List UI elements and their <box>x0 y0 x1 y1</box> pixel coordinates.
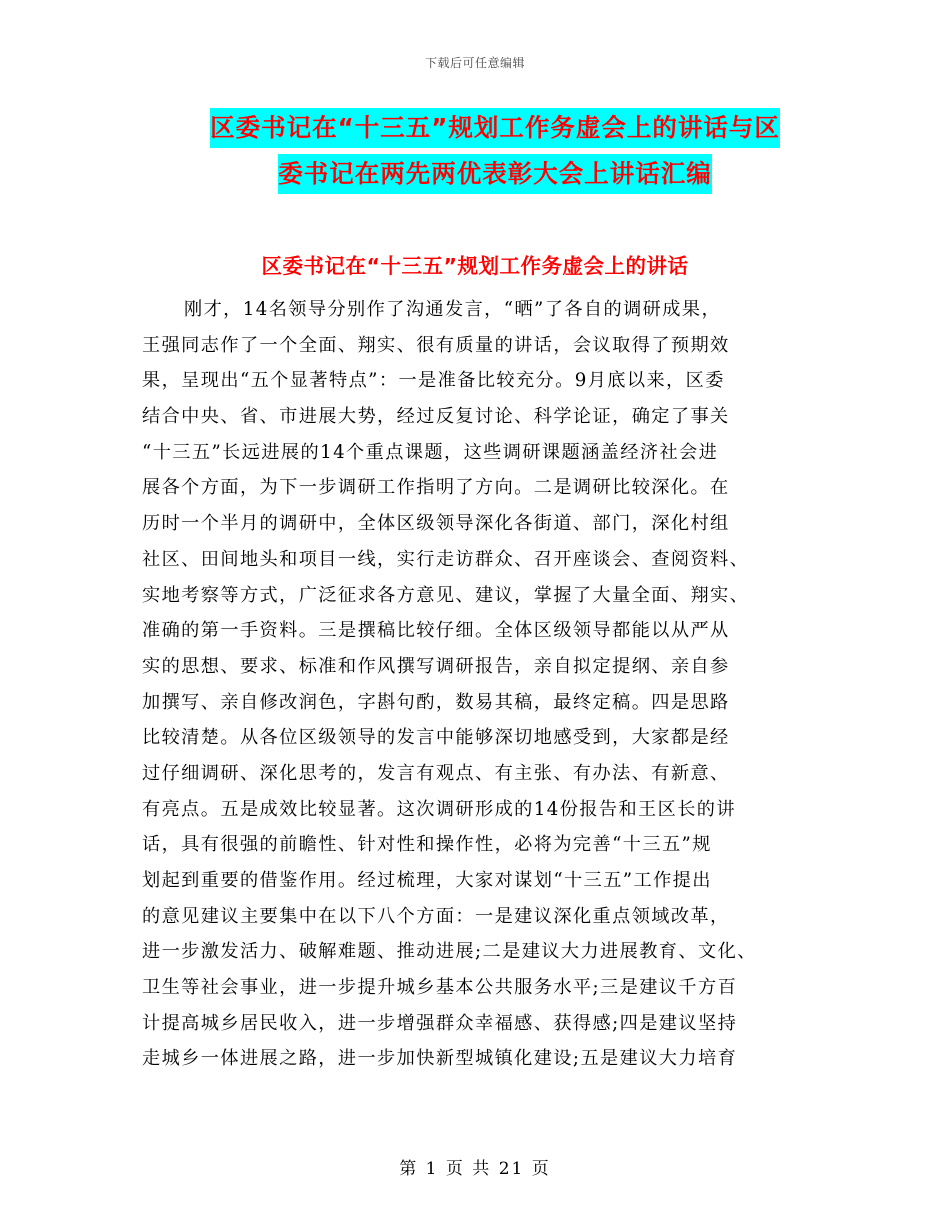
body-line: 果，呈现出“五个显著特点”：一是准备比较充分。9月底以来，区委 <box>142 370 725 392</box>
body-line: 王强同志作了一个全面、翔实、很有质量的讲话，会议取得了预期效 <box>142 334 730 356</box>
page-number: 第 1 页 共 21 页 <box>399 1159 551 1179</box>
body-line: 有亮点。五是成效比较显著。这次调研形成的14份报告和王区长的讲 <box>142 798 736 820</box>
body-line: 卫生等社会事业，进一步提升城乡基本公共服务水平;三是建议千方百 <box>142 977 738 999</box>
body-line: 的意见建议主要集中在以下八个方面：一是建议深化重点领域改革， <box>142 905 730 927</box>
body-line: 社区、田间地头和项目一线，实行走访群众、召开座谈会、查阅资料、 <box>142 548 750 570</box>
body-line: 实的思想、要求、标准和作风撰写调研报告，亲自拟定提纲、亲自参 <box>142 655 730 677</box>
body-line: 准确的第一手资料。三是撰稿比较仔细。全体区级领导都能以从严从 <box>142 620 730 642</box>
body-line: 话，具有很强的前瞻性、针对性和操作性，必将为完善“十三五”规 <box>142 834 712 856</box>
document-title <box>0 108 950 194</box>
body-line: 计提高城乡居民收入，进一步增强群众幸福感、获得感;四是建议坚持 <box>142 1012 738 1034</box>
body-line: “十三五”长远进展的14个重点课题，这些调研课题涵盖经济社会进 <box>142 441 719 463</box>
body-line: 比较清楚。从各位区级领导的发言中能够深切地感受到，大家都是经 <box>142 727 730 749</box>
section-heading: 区委书记在“十三五”规划工作务虚会上的讲话 <box>261 254 689 278</box>
title-line-1: 区委书记在“十三五”规划工作务虚会上的讲话与区 <box>210 108 780 148</box>
body-line: 结合中央、省、市进展大势，经过反复讨论、科学论证，确定了事关 <box>142 406 730 428</box>
title-line-2: 委书记在两先两优表彰大会上讲话汇编 <box>278 154 712 194</box>
header-note: 下载后可任意编辑 <box>424 56 525 70</box>
body-line: 刚才，14名领导分别作了沟通发言，“晒”了各自的调研成果， <box>184 299 722 320</box>
body-line: 历时一个半月的调研中，全体区级领导深化各街道、部门，深化村组 <box>142 513 730 535</box>
body-text <box>142 292 802 1077</box>
body-line: 过仔细调研、深化思考的，发言有观点、有主张、有办法、有新意、 <box>142 762 730 784</box>
body-line: 进一步激发活力、破解难题、推动进展;二是建议大力进展教育、文化、 <box>142 941 757 963</box>
body-line: 展各个方面，为下一步调研工作指明了方向。二是调研比较深化。在 <box>142 477 730 499</box>
body-line: 划起到重要的借鉴作用。经过梳理，大家对谋划“十三五”工作提出 <box>142 870 712 891</box>
body-line: 加撰写、亲自修改润色，字斟句酌，数易其稿，最终定稿。四是思路 <box>142 691 730 713</box>
body-line: 走城乡一体进展之路，进一步加快新型城镇化建设;五是建议大力培育 <box>142 1048 738 1070</box>
body-line: 实地考察等方式，广泛征求各方意见、建议，掌握了大量全面、翔实、 <box>142 584 750 606</box>
